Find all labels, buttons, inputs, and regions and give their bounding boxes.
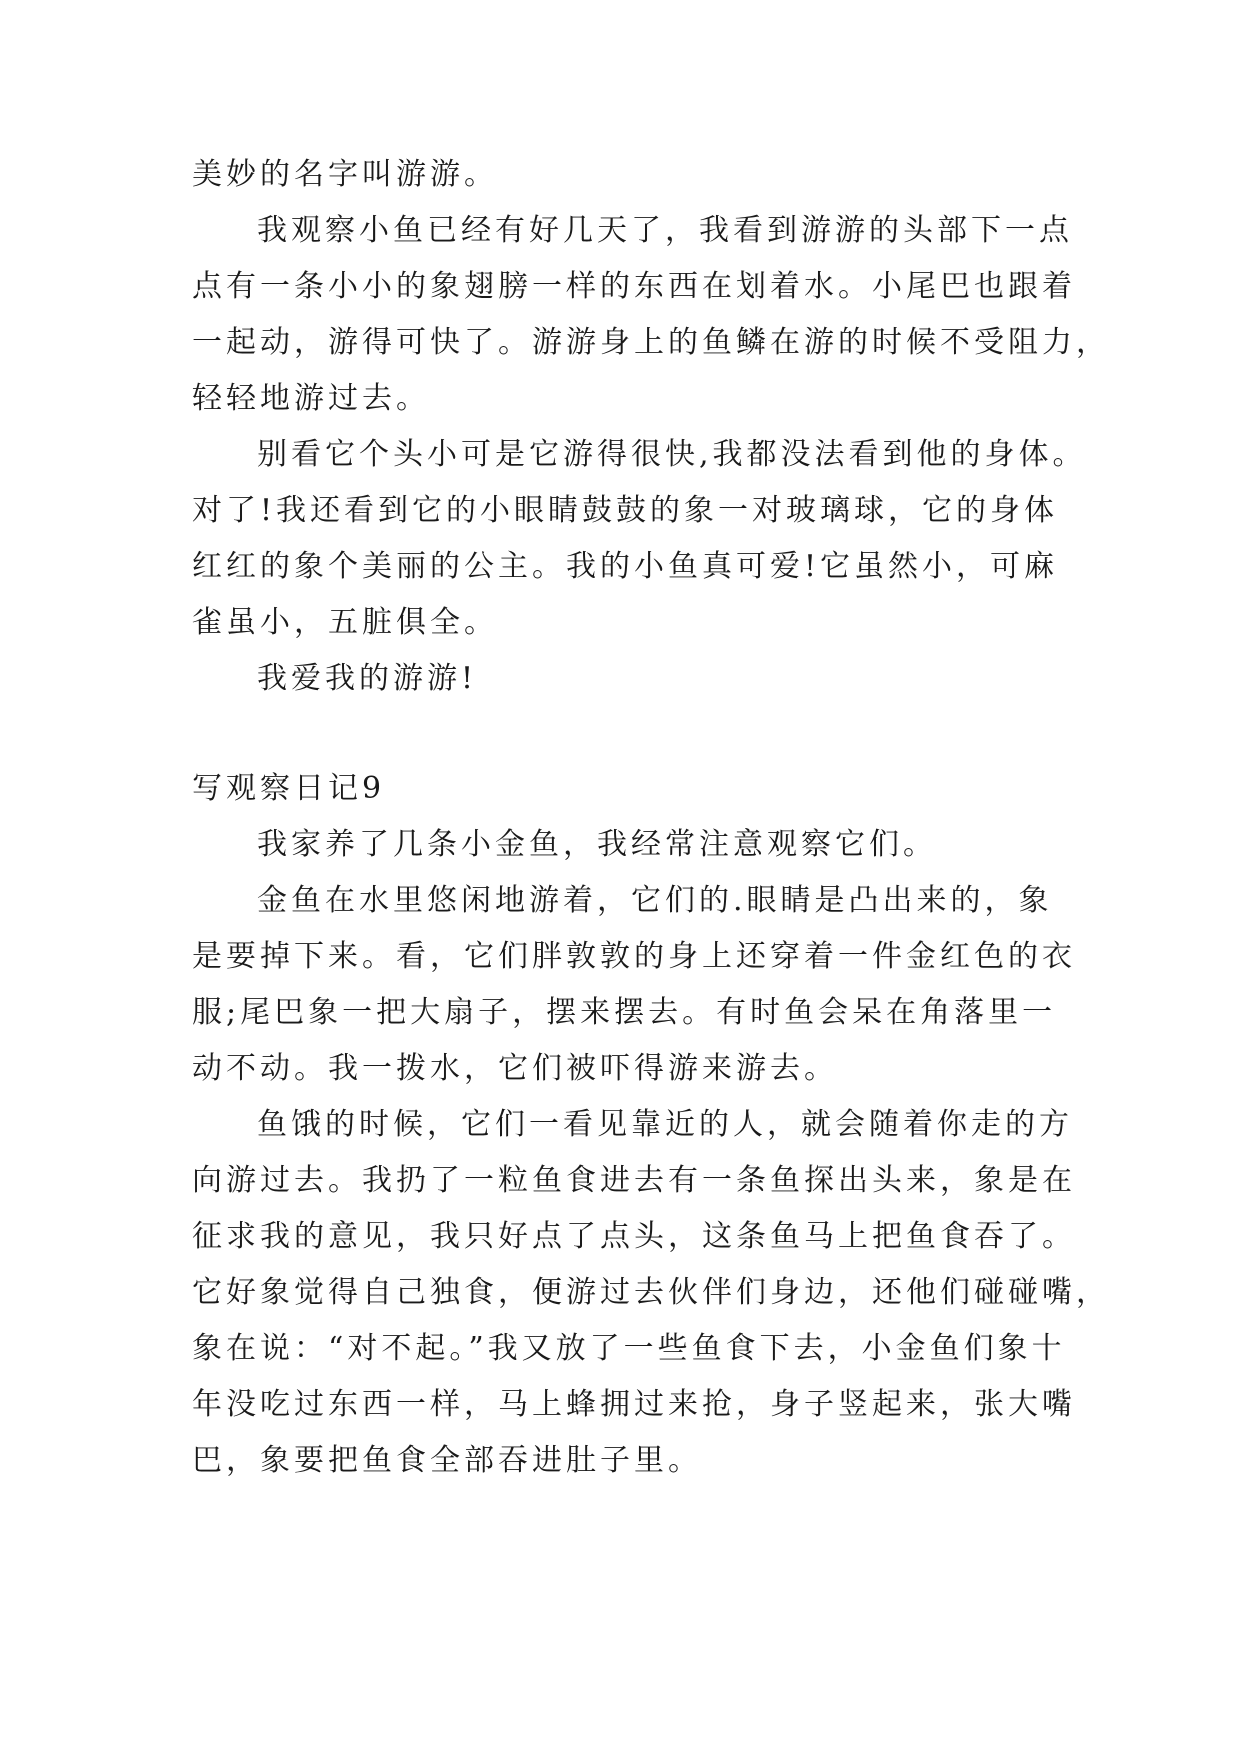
text-line: 轻轻地游过去。 <box>192 381 430 416</box>
text-line: 征求我的意见，我只好点了点头，这条鱼马上把鱼食吞了。 <box>192 1219 1076 1254</box>
continued-paragraph <box>192 157 1058 192</box>
text-line: 美妙的名字叫游游。 <box>192 157 498 192</box>
text-line: 我观察小鱼已经有好几天了，我看到游游的头部下一点 <box>257 213 1073 248</box>
entry-title: 写观察日记9 <box>192 771 386 806</box>
text-line: 点有一条小小的象翅膀一样的东西在划着水。小尾巴也跟着 <box>192 269 1076 304</box>
text-line: 鱼饿的时候，它们一看见靠近的人，就会随着你走的方 <box>257 1107 1073 1142</box>
text-line: 象在说：“对不起。”我又放了一些鱼食下去，小金鱼们象十 <box>192 1331 1066 1366</box>
text-line: 对了!我还看到它的小眼睛鼓鼓的象一对玻璃球，它的身体 <box>192 493 1059 528</box>
text-line: 是要掉下来。看，它们胖敦敦的身上还穿着一件金红色的衣 <box>192 939 1076 974</box>
entry-8-paragraph-2 <box>192 437 1087 640</box>
text-line: 它好象觉得自己独食，便游过去伙伴们身边，还他们碰碰嘴， <box>192 1275 1110 1310</box>
text-line: 别看它个头小可是它游得很快,我都没法看到他的身体。 <box>257 437 1087 472</box>
text-line: 一起动，游得可快了。游游身上的鱼鳞在游的时候不受阻力， <box>192 325 1110 360</box>
text-line: 向游过去。我扔了一粒鱼食进去有一条鱼探出头来，象是在 <box>192 1163 1076 1198</box>
text-line: 我爱我的游游! <box>257 661 478 696</box>
entry-9-paragraph-2 <box>192 883 1076 1086</box>
text-line: 巴，象要把鱼食全部吞进肚子里。 <box>192 1443 702 1478</box>
entry-8-paragraph-3 <box>192 661 1058 696</box>
entry-9-paragraph-3 <box>192 1107 1110 1478</box>
text-line: 服;尾巴象一把大扇子，摆来摆去。有时鱼会呆在角落里一 <box>192 995 1057 1030</box>
entry-9-paragraph-1 <box>192 827 1058 862</box>
text-line: 我家养了几条小金鱼，我经常注意观察它们。 <box>257 827 937 862</box>
text-line: 金鱼在水里悠闲地游着，它们的.眼睛是凸出来的，象 <box>257 883 1053 918</box>
text-line: 年没吃过东西一样，马上蜂拥过来抢，身子竖起来，张大嘴 <box>192 1387 1076 1422</box>
text-line: 动不动。我一拨水，它们被吓得游来游去。 <box>192 1051 838 1086</box>
document-page <box>192 157 1110 1478</box>
text-line: 红红的象个美丽的公主。我的小鱼真可爱!它虽然小，可麻 <box>192 549 1059 584</box>
text-line: 雀虽小，五脏俱全。 <box>192 605 498 640</box>
entry-8-paragraph-1 <box>192 213 1110 416</box>
